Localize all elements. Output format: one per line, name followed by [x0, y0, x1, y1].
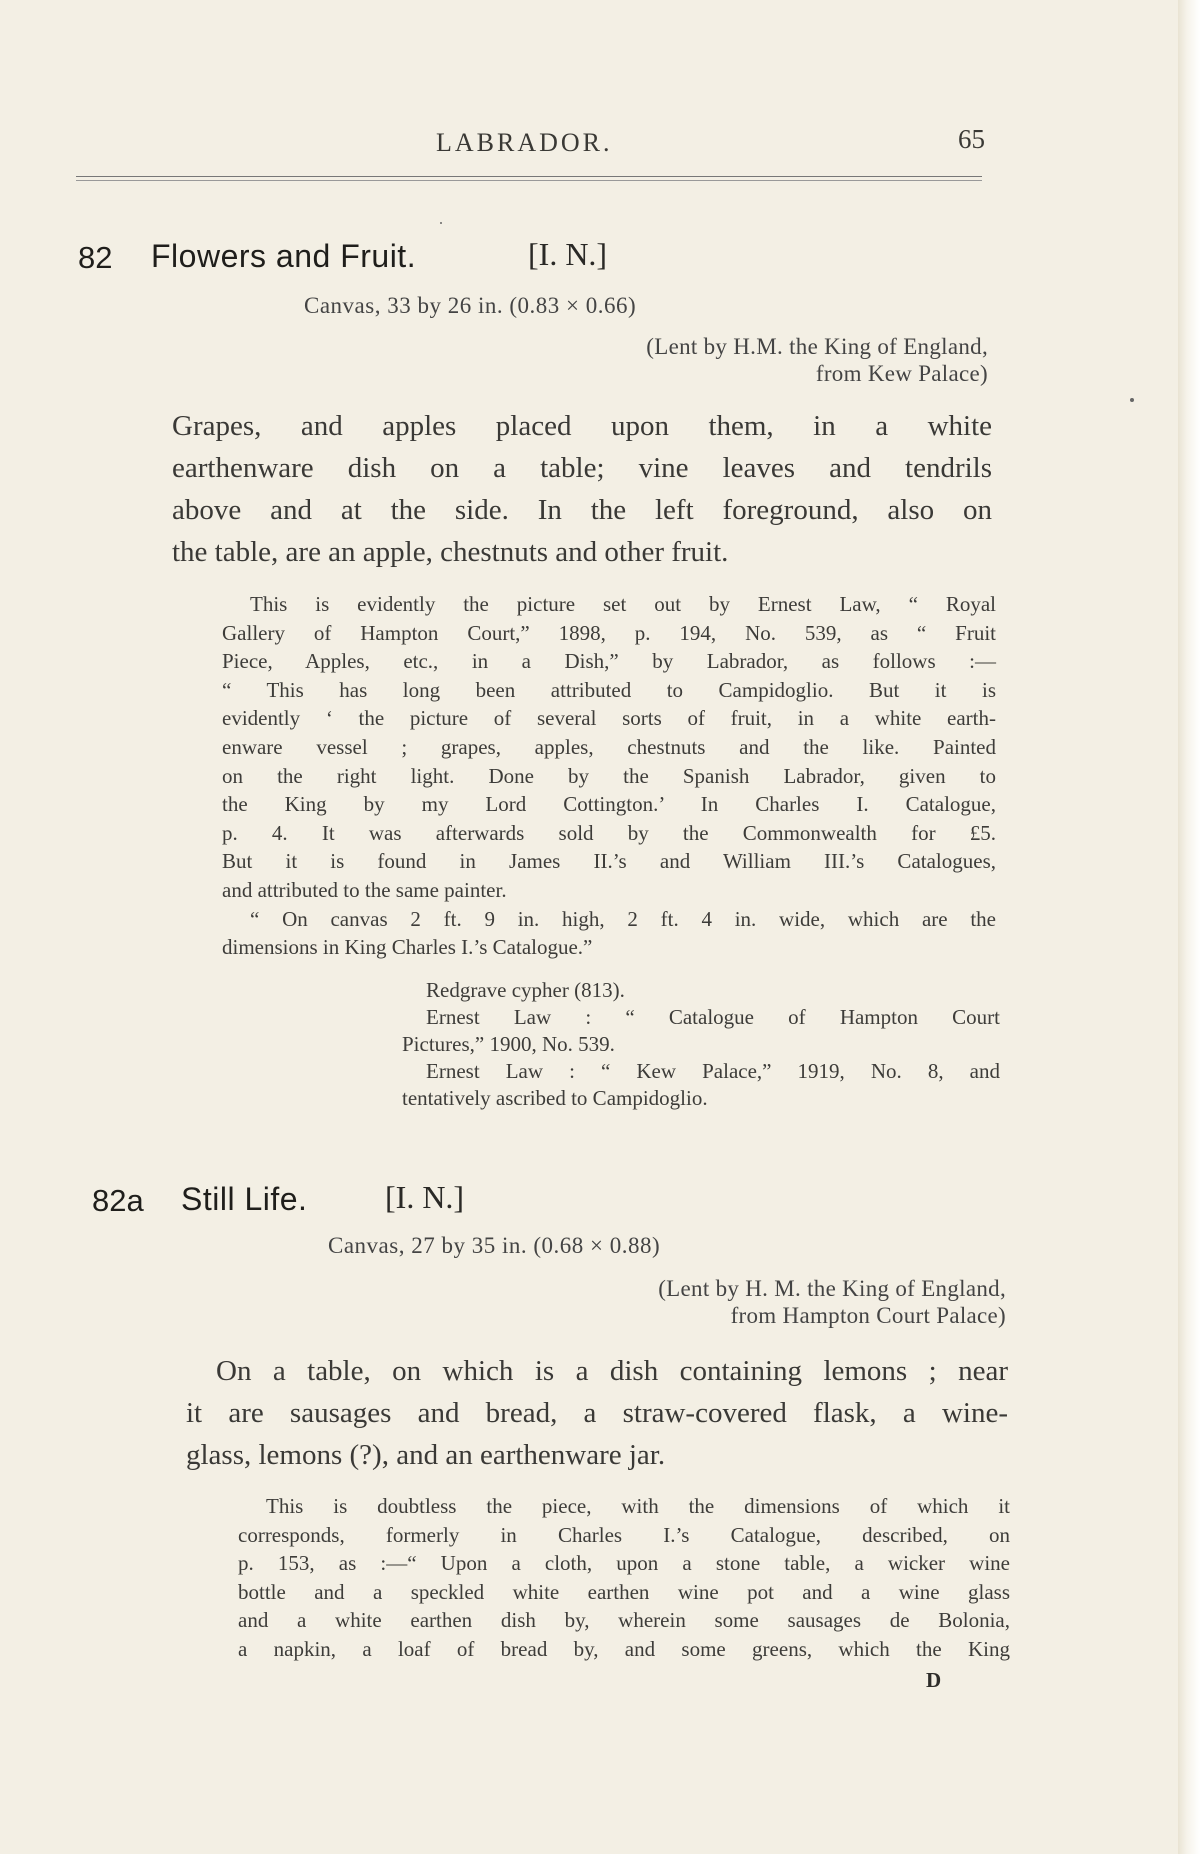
canvas-dimensions: Canvas, 27 by 35 in. (0.68 × 0.88)	[328, 1233, 661, 1258]
note-line: “ This has long been attributed to Campidoglio. But it is	[222, 677, 996, 702]
reference-line: Ernest Law : “ Catalogue of Hampton Court	[426, 1005, 1000, 1029]
running-head: LABRADOR.	[436, 128, 613, 157]
lent-line: (Lent by H. M. the King of England,	[658, 1276, 1006, 1301]
note-line: This is doubtless the piece, with the dimensions of which it	[266, 1494, 1010, 1518]
note-line: evidently ‘ the picture of several sorts of fruit, in a white earth-	[222, 706, 996, 731]
lent-line: from Hampton Court Palace)	[730, 1303, 1006, 1328]
entry-tag: [I. N.]	[385, 1179, 465, 1215]
note-line: “ On canvas 2 ft. 9 in. high, 2 ft. 4 in. wide, which are the	[250, 906, 996, 931]
paper-speck	[440, 222, 442, 224]
note-line: But it is found in James II.’s and William III.’s Catalogues,	[222, 849, 996, 874]
note-line: corresponds, formerly in Charles I.’s Catalogue, described, on	[238, 1522, 1010, 1547]
note-line: bottle and a speckled white earthen wine pot and a wine glass	[238, 1579, 1010, 1604]
entry-description	[172, 405, 992, 573]
note-line: on the right light. Done by the Spanish Labrador, given to	[222, 763, 996, 788]
entry-note	[238, 1492, 1010, 1664]
canvas-dimensions: Canvas, 33 by 26 in. (0.83 × 0.66)	[304, 293, 637, 318]
note-line: dimensions in King Charles I.’s Catalogue.”	[222, 935, 593, 960]
reference-line: Pictures,” 1900, No. 539.	[402, 1032, 615, 1056]
note-line: This is evidently the picture set out by Ernest Law, “ Royal	[250, 592, 996, 616]
page-number: 65	[958, 124, 985, 154]
signature-mark: D	[926, 1668, 942, 1692]
note-line: Piece, Apples, etc., in a Dish,” by Labrador, as follows :—	[222, 649, 996, 674]
note-line: a napkin, a loaf of bread by, and some greens, which the King	[238, 1636, 1010, 1661]
description-line: On a table, on which is a dish containing lemons ; near	[216, 1355, 1008, 1387]
lent-by	[500, 333, 988, 387]
page-edge	[1178, 0, 1200, 1854]
note-line: and attributed to the same painter.	[222, 877, 507, 902]
entry-note	[222, 590, 996, 962]
reference-line: Ernest Law : “ Kew Palace,” 1919, No. 8, and	[426, 1059, 1000, 1083]
note-line: the King by my Lord Cottington.’ In Charles I. Catalogue,	[222, 792, 996, 817]
description-line: Grapes, and apples placed upon them, in a white	[172, 410, 992, 442]
description-line: it are sausages and bread, a straw-covered flask, a wine-	[186, 1397, 1008, 1429]
entry-description	[186, 1350, 1008, 1476]
lent-by	[500, 1275, 1006, 1329]
entry-number: 82a	[92, 1183, 144, 1218]
entry-number: 82	[78, 240, 113, 275]
description-line: earthenware dish on a table; vine leaves and tendrils	[172, 452, 992, 484]
note-line: p. 153, as :—“ Upon a cloth, upon a stone table, a wicker wine	[238, 1551, 1010, 1576]
reference-line: tentatively ascribed to Campidoglio.	[402, 1086, 708, 1110]
entry-tag: [I. N.]	[528, 236, 608, 272]
description-line: above and at the side. In the left foreground, also on	[172, 494, 992, 526]
reference-line: Redgrave cypher (813).	[426, 978, 625, 1002]
note-line: enware vessel ; grapes, apples, chestnuts and the like. Painted	[222, 734, 996, 759]
note-line: p. 4. It was afterwards sold by the Commonwealth for £5.	[222, 820, 996, 845]
entry-references	[402, 977, 1000, 1112]
note-line: Gallery of Hampton Court,” 1898, p. 194, No. 539, as “ Fruit	[222, 620, 996, 645]
lent-line: from Kew Palace)	[815, 361, 988, 386]
lent-line: (Lent by H.M. the King of England,	[646, 334, 988, 359]
description-line: the table, are an apple, chestnuts and other fruit.	[172, 536, 729, 568]
entry-title: Flowers and Fruit.	[151, 238, 417, 274]
header-rule	[76, 176, 982, 181]
paper-speck	[1130, 398, 1134, 402]
entry-title: Still Life.	[181, 1181, 308, 1217]
description-line: glass, lemons (?), and an earthenware jar.	[186, 1439, 666, 1471]
note-line: and a white earthen dish by, wherein some sausages de Bolonia,	[238, 1608, 1010, 1633]
